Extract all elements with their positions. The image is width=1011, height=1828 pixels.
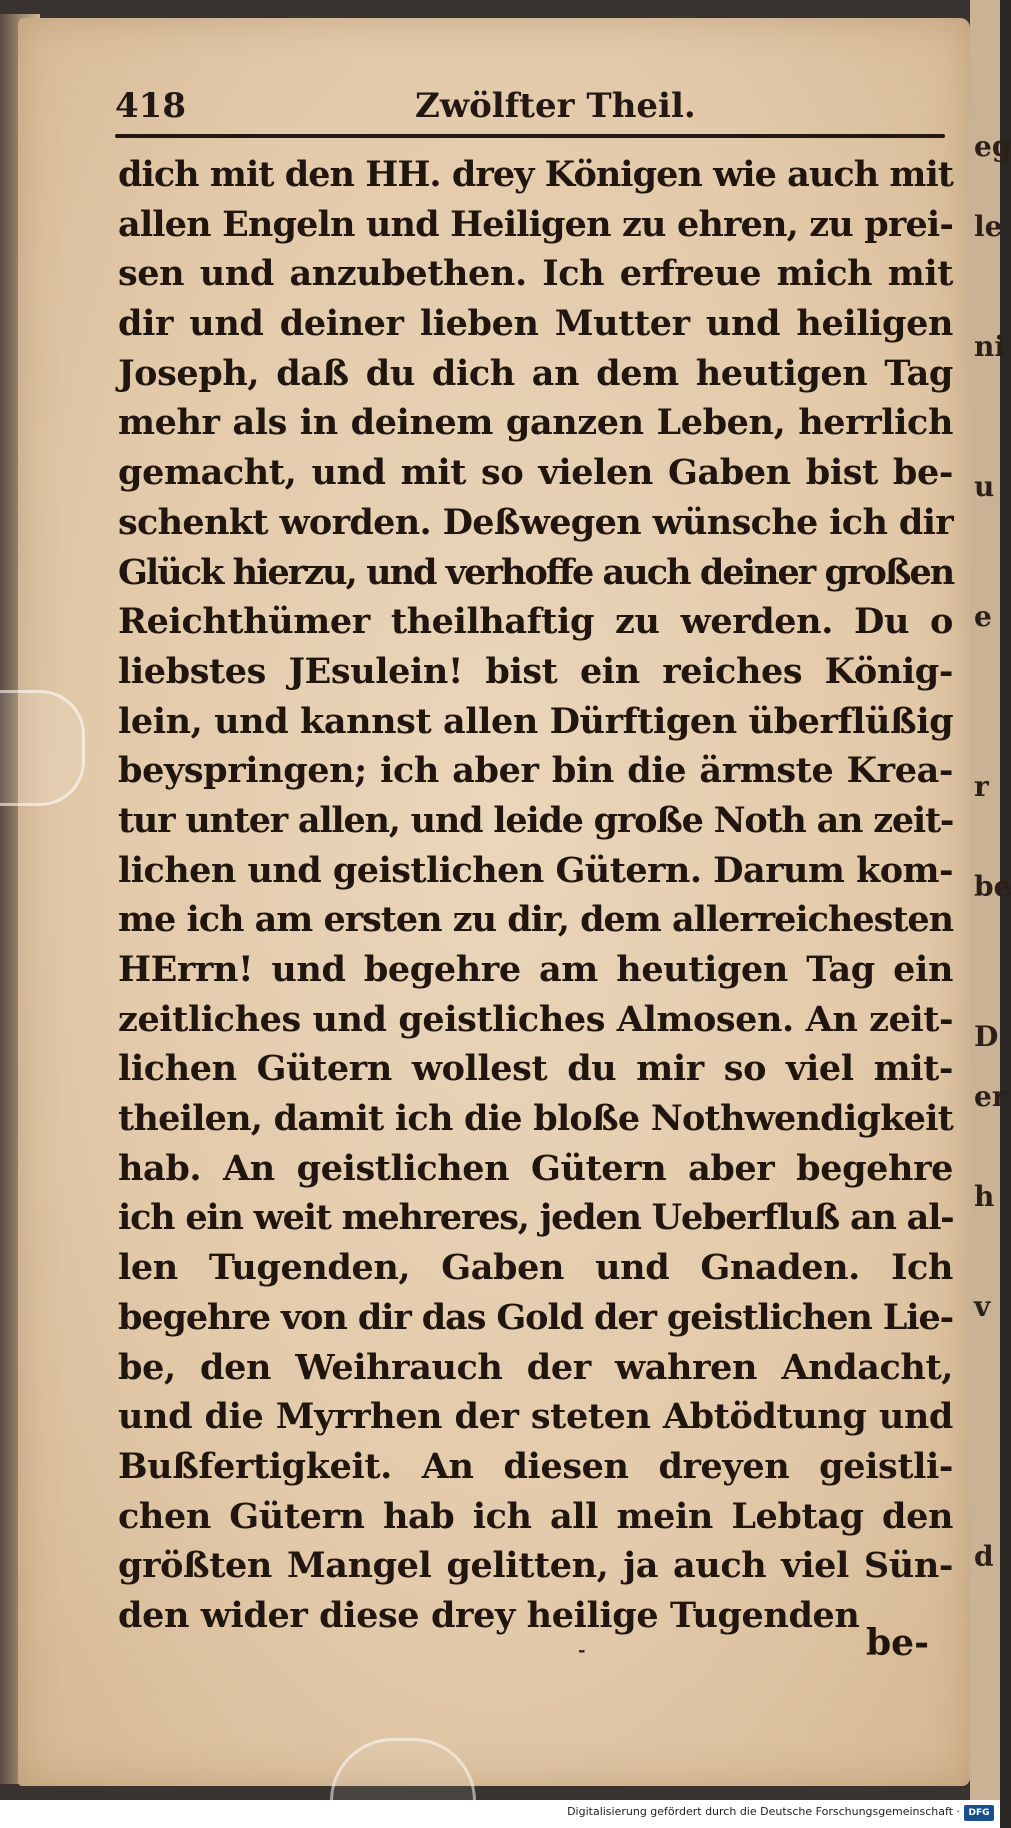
footer-credit: Digitalisierung gefördert durch die Deutsche Forschungsgemeinschaft ·: [567, 1805, 960, 1818]
facing-page-fragment: eg: [974, 130, 1011, 163]
text-line: mehr als in deinem ganzen Leben, herrlich: [118, 402, 953, 444]
text-line: zeitliches und geistliches Almosen. An zeit-: [118, 998, 954, 1040]
facing-page-fragment: ni: [974, 330, 1005, 363]
text-line: begehre von dir das Gold der geistlichen Lie-: [118, 1296, 954, 1338]
text-line: schenkt worden. Deßwegen wünsche ich dir: [118, 501, 953, 543]
facing-page-fragment: D: [974, 1020, 999, 1053]
body-text: [118, 150, 953, 1641]
signature-mark: -: [578, 1640, 586, 1661]
text-line: sen und anzubethen. Ich erfreue mich mit: [118, 253, 953, 295]
page-header: [115, 86, 945, 126]
facing-page-fragment: h: [974, 1180, 995, 1213]
text-line: lichen und geistlichen Gütern. Darum kom-: [118, 849, 953, 891]
text-line: chen Gütern hab ich all mein Lebtag den: [118, 1495, 953, 1537]
text-line: beyspringen; ich aber bin die ärmste Krea-: [118, 750, 953, 792]
facing-page-fragment: d: [974, 1540, 994, 1573]
text-line: len Tugenden, Gaben und Gnaden. Ich: [118, 1247, 953, 1289]
text-line: Reichthümer theilhaftig zu werden. Du o: [118, 601, 953, 643]
text-line: tur unter allen, und leide große Noth an zeit-: [118, 799, 954, 841]
text-line: liebstes JEsulein! bist ein reiches König-: [118, 650, 953, 692]
dfg-logo: DFG: [964, 1805, 994, 1821]
text-line: den wider diese drey heilige Tugenden: [118, 1594, 860, 1636]
catchword: be-: [866, 1622, 930, 1664]
text-line: Glück hierzu, und verhoffe auch deiner großen: [118, 551, 954, 593]
book-clamp-left: [0, 690, 85, 806]
facing-page-fragment: e: [974, 600, 992, 633]
text-line: me ich am ersten zu dir, dem allerreichesten: [118, 899, 953, 941]
text-line: allen Engeln und Heiligen zu ehren, zu prei-: [118, 203, 953, 245]
facing-page-fragment: be: [974, 870, 1011, 903]
running-title: Zwölfter Theil.: [415, 86, 696, 126]
text-line: hab. An geistlichen Gütern aber begehre: [118, 1147, 953, 1189]
text-line: theilen, damit ich die bloße Nothwendigkeit: [118, 1098, 953, 1140]
text-line: dir und deiner lieben Mutter und heiligen: [118, 303, 953, 345]
text-line: lein, und kannst allen Dürftigen überflüßig: [118, 700, 954, 742]
text-line: Joseph, daß du dich an dem heutigen Tag: [118, 352, 953, 394]
facing-page-fragment: er: [974, 1080, 1007, 1113]
facing-page-edge: [970, 0, 1011, 1800]
text-line: und die Myrrhen der steten Abtödtung und: [118, 1396, 953, 1438]
text-line: ich ein weit mehreres, jeden Ueberfluß an al-: [118, 1197, 954, 1239]
text-line: HErrn! und begehre am heutigen Tag ein: [118, 949, 953, 990]
header-rule: [115, 134, 945, 138]
text-line: Bußfertigkeit. An diesen dreyen geistli-: [118, 1445, 953, 1487]
text-line: lichen Gütern wollest du mir so viel mit-: [118, 1048, 953, 1090]
facing-page-fragment: r: [974, 770, 989, 803]
text-line: dich mit den HH. drey Königen wie auch mit: [118, 154, 953, 195]
text-line: be, den Weihrauch der wahren Andacht,: [118, 1346, 953, 1388]
page-number: 418: [115, 86, 186, 126]
facing-page-fragment: u: [974, 470, 995, 503]
facing-page-fragment: v: [974, 1290, 991, 1323]
text-line: gemacht, und mit so vielen Gaben bist be-: [118, 452, 953, 494]
facing-page-fragment: le: [974, 210, 1003, 243]
text-line: größten Mangel gelitten, ja auch viel Sün-: [118, 1545, 953, 1587]
footer-bar: [0, 1800, 1000, 1828]
